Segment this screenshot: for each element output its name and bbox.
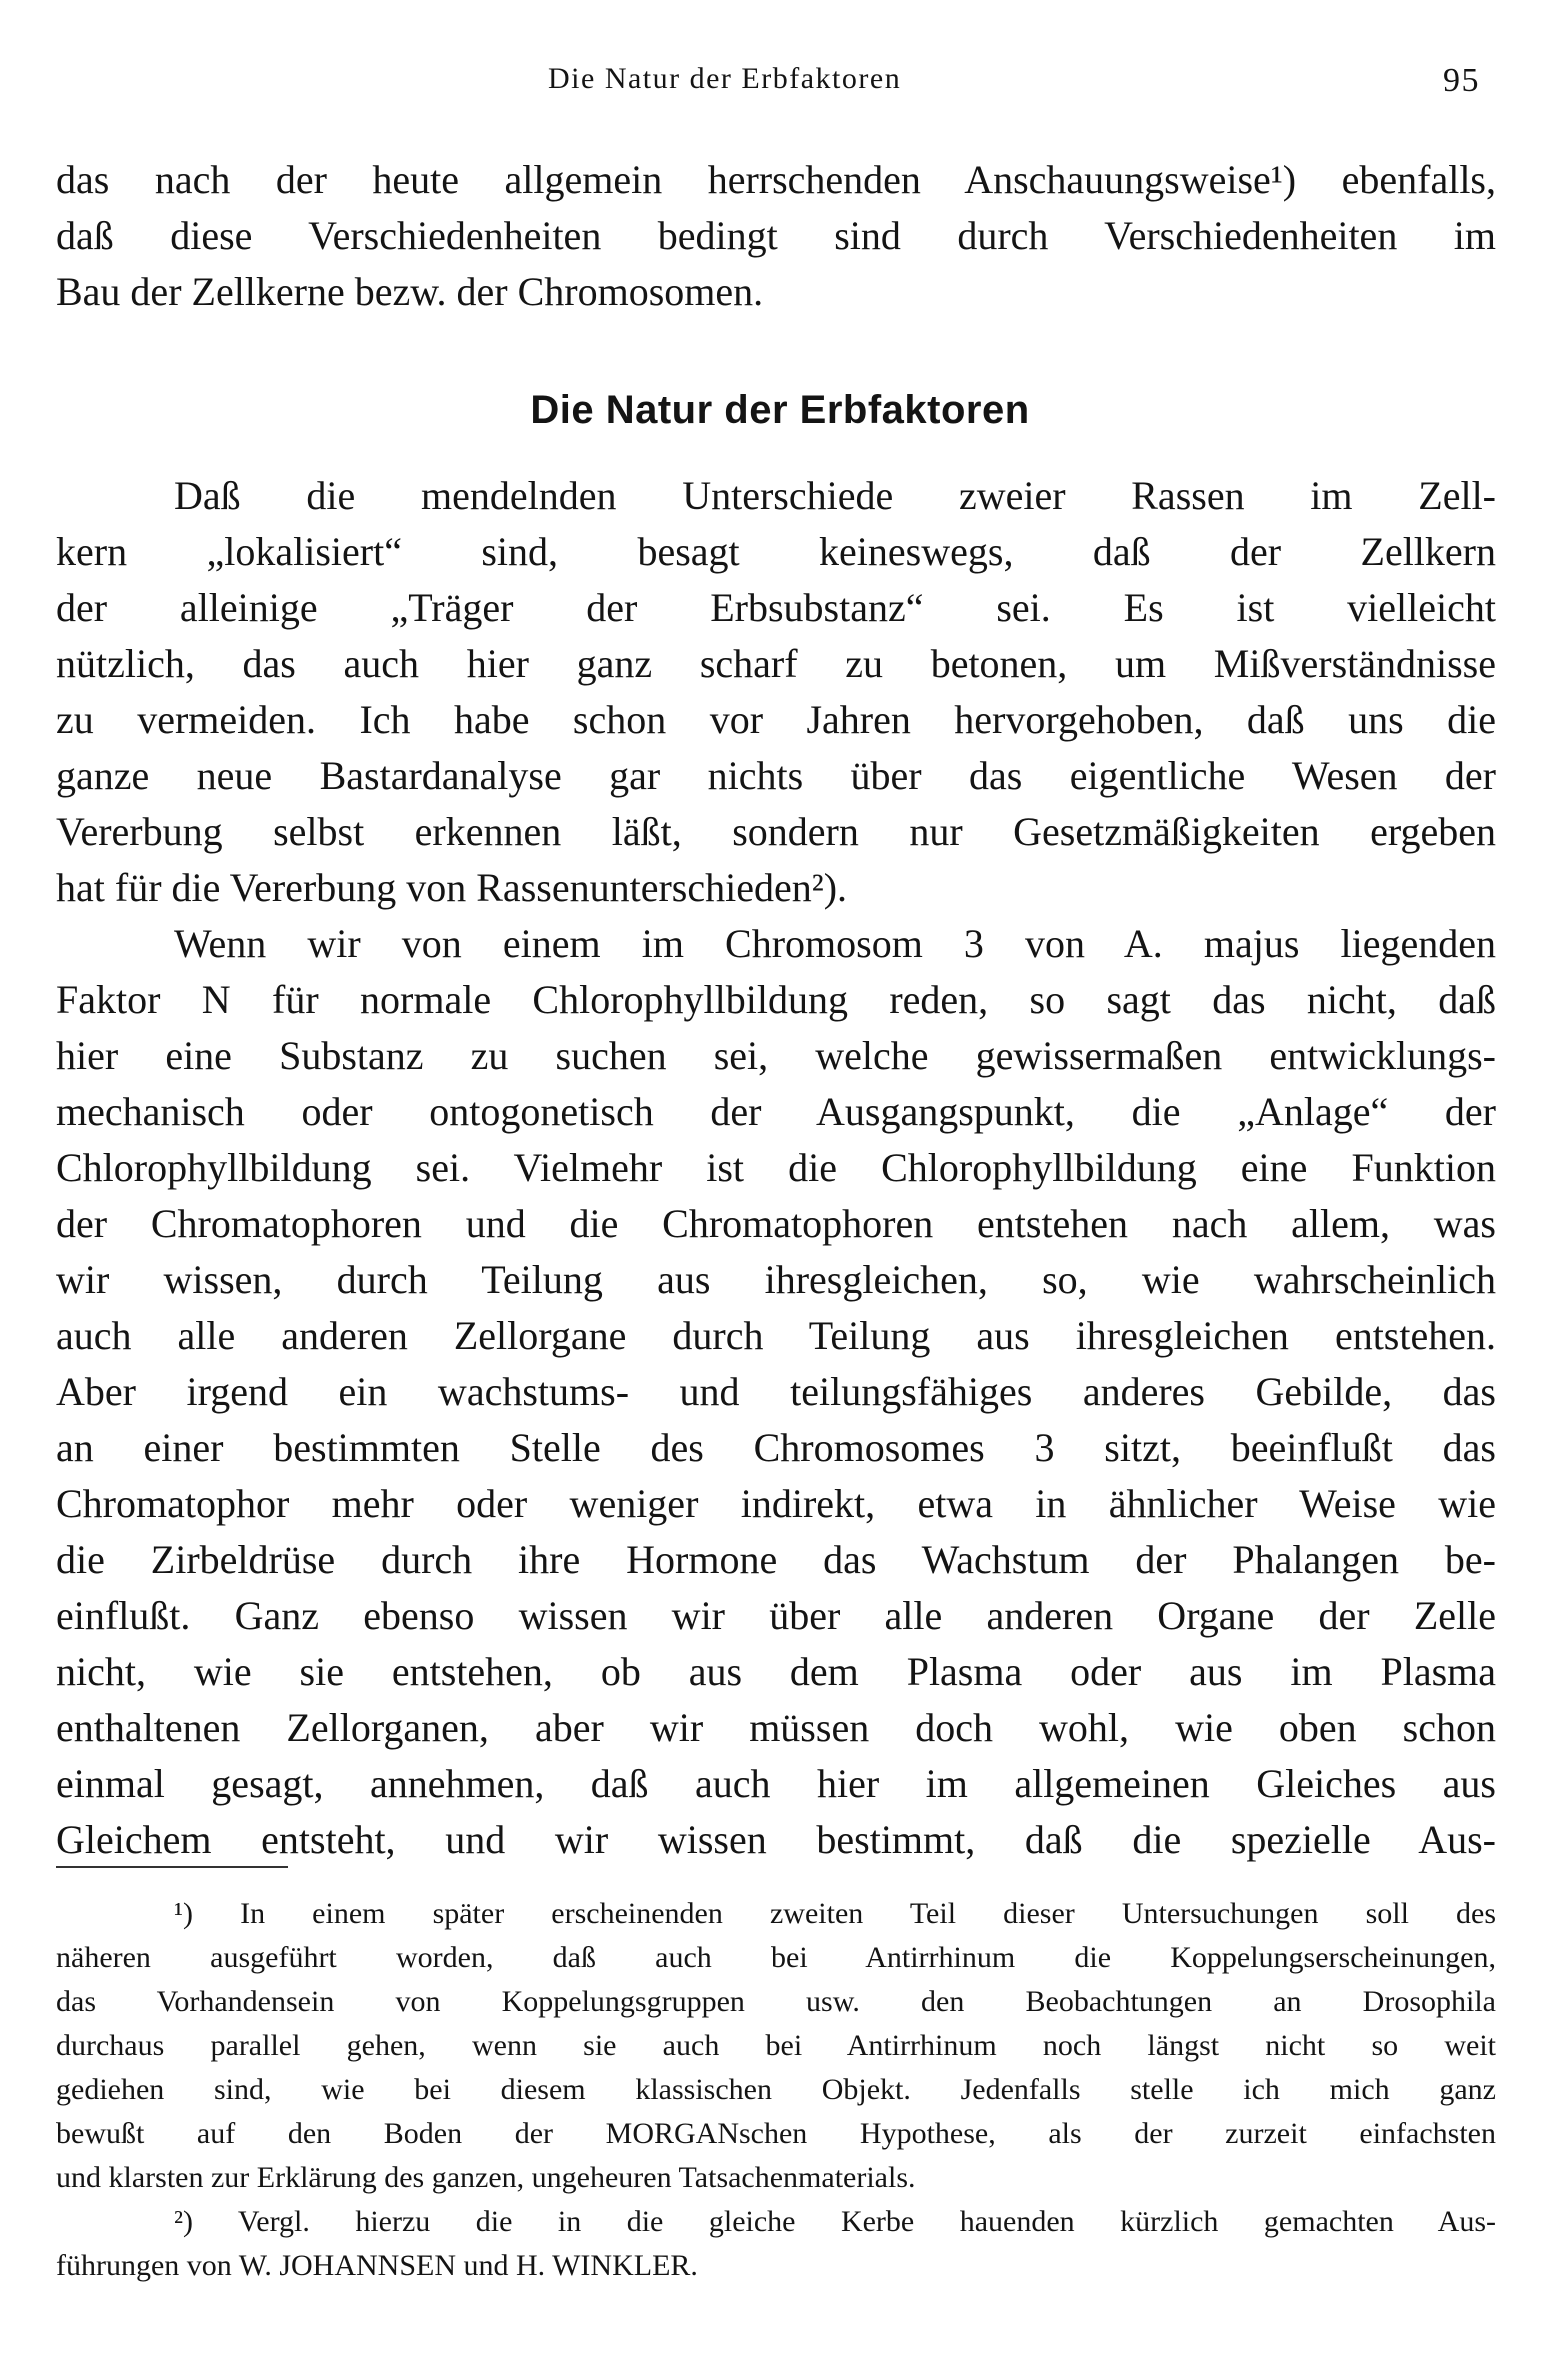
text-line: nützlich, das auch hier ganz scharf zu betonen, um Mißverständnisse [56, 641, 1496, 686]
intro-paragraph [56, 152, 1496, 320]
text-line: Wenn wir von einem im Chromosom 3 von A. majus liegenden [174, 921, 1496, 966]
text-line: wir wissen, durch Teilung aus ihresgleichen, so, wie wahrscheinlich [56, 1257, 1496, 1302]
text-line: Vererbung selbst erkennen läßt, sondern nur Gesetzmäßigkeiten ergeben [56, 809, 1496, 854]
text-line: Aber irgend ein wachstums- und teilungsfähiges anderes Gebilde, das [56, 1369, 1496, 1414]
footnote-line: durchaus parallel gehen, wenn sie auch bei Antirrhinum noch längst nicht so weit [56, 2029, 1496, 2062]
text-line: Bau der Zellkerne bezw. der Chromosomen. [56, 269, 764, 314]
footnote-line: und klarsten zur Erklärung des ganzen, ungeheuren Tatsachenmaterials. [56, 2161, 916, 2194]
page-number: 95 [1443, 62, 1480, 99]
text-line: die Zirbeldrüse durch ihre Hormone das Wachstum der Phalangen be- [56, 1537, 1496, 1582]
text-line: an einer bestimmten Stelle des Chromosomes 3 sitzt, beeinflußt das [56, 1425, 1496, 1470]
main-text [56, 468, 1496, 1868]
text-line: kern „lokalisiert“ sind, besagt keineswegs, daß der Zellkern [56, 529, 1496, 574]
footnote-line: ¹) In einem später erscheinenden zweiten Teil dieser Untersuchungen soll des [174, 1897, 1496, 1930]
footnote-line: bewußt auf den Boden der MORGANschen Hypothese, als der zurzeit einfachsten [56, 2117, 1496, 2150]
text-line: ganze neue Bastardanalyse gar nichts über das eigentliche Wesen der [56, 753, 1496, 798]
running-title: Die Natur der Erbfaktoren [548, 62, 902, 95]
text-line: nicht, wie sie entstehen, ob aus dem Plasma oder aus im Plasma [56, 1649, 1496, 1694]
text-line: der Chromatophoren und die Chromatophoren entstehen nach allem, was [56, 1201, 1496, 1246]
footnote-line: das Vorhandensein von Koppelungsgruppen usw. den Beobachtungen an Drosophila [56, 1985, 1496, 2018]
text-line: enthaltenen Zellorganen, aber wir müssen doch wohl, wie oben schon [56, 1705, 1496, 1750]
text-line: das nach der heute allgemein herrschenden Anschauungsweise¹) ebenfalls, [56, 157, 1496, 202]
text-line: Chlorophyllbildung sei. Vielmehr ist die Chlorophyllbildung eine Funktion [56, 1145, 1496, 1190]
text-line: einflußt. Ganz ebenso wissen wir über alle anderen Organe der Zelle [56, 1593, 1496, 1638]
footnote-divider [56, 1866, 288, 1868]
text-line: Chromatophor mehr oder weniger indirekt, etwa in ähnlicher Weise wie [56, 1481, 1496, 1526]
text-line: hat für die Vererbung von Rassenunterschieden²). [56, 865, 848, 910]
text-line: Daß die mendelnden Unterschiede zweier Rassen im Zell- [174, 473, 1496, 518]
footnote-line: gediehen sind, wie bei diesem klassischen Objekt. Jedenfalls stelle ich mich ganz [56, 2073, 1496, 2106]
footnote-line: führungen von W. JOHANNSEN und H. WINKLER. [56, 2249, 698, 2282]
running-head [0, 62, 1560, 112]
footnote-line: ²) Vergl. hierzu die in die gleiche Kerbe hauenden kürzlich gemachten Aus- [174, 2205, 1496, 2238]
text-line: hier eine Substanz zu suchen sei, welche gewissermaßen entwicklungs- [56, 1033, 1496, 1078]
footnote-line: näheren ausgeführt worden, daß auch bei Antirrhinum die Koppelungserscheinungen, [56, 1941, 1496, 1974]
section-heading: Die Natur der Erbfaktoren [530, 388, 1030, 432]
text-line: zu vermeiden. Ich habe schon vor Jahren hervorgehoben, daß uns die [56, 697, 1496, 742]
text-line: Gleichem entsteht, und wir wissen bestimmt, daß die spezielle Aus- [56, 1817, 1496, 1862]
footnotes [56, 1892, 1496, 2288]
text-line: Faktor N für normale Chlorophyllbildung reden, so sagt das nicht, daß [56, 977, 1496, 1022]
text-line: der alleinige „Träger der Erbsubstanz“ sei. Es ist vielleicht [56, 585, 1496, 630]
text-line: daß diese Verschiedenheiten bedingt sind durch Verschiedenheiten im [56, 213, 1496, 258]
text-line: einmal gesagt, annehmen, daß auch hier im allgemeinen Gleiches aus [56, 1761, 1496, 1806]
text-line: mechanisch oder ontogonetisch der Ausgangspunkt, die „Anlage“ der [56, 1089, 1496, 1134]
text-line: auch alle anderen Zellorgane durch Teilung aus ihresgleichen entstehen. [56, 1313, 1496, 1358]
